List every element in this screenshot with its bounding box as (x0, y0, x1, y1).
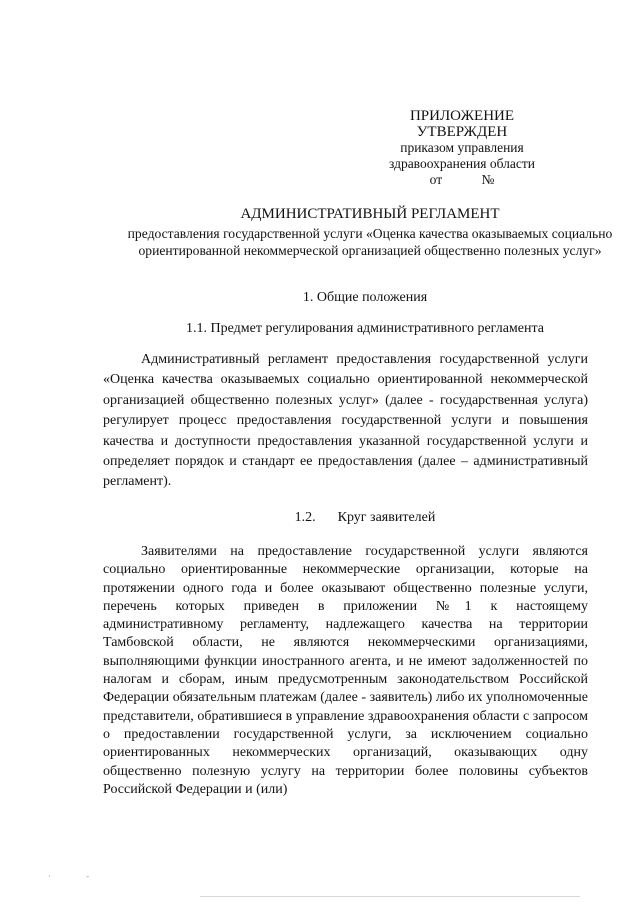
document-title: АДМИНИСТРАТИВНЫЙ РЕГЛАМЕНТ (240, 206, 500, 222)
scan-edge-line (200, 896, 580, 897)
section-heading-applicants (100, 510, 630, 526)
section-heading-subject: 1.1. Предмет регулирования административного регламента (186, 321, 544, 336)
approval-order-line: приказом управления (400, 140, 524, 155)
approval-date-line (376, 172, 548, 188)
approval-department-line: здравоохранения области (388, 156, 535, 171)
paragraph-regulation-subject: Административный регламент предоставления государственной услуги «Оценка качества оказываемых социально ориентированной некоммерческой организацией общественно полезных услуг» (далее - государственная услуга) регулирует процесс предоставления государственной услуги и повышения качества и доступности предоставления указанной государственной услуги и определяет порядок и стандарт ее предоставления (далее – административный регламент). (103, 352, 588, 490)
scan-artifact: - (86, 872, 90, 882)
approval-number-label: № (481, 172, 495, 187)
section-heading-general: 1. Общие положения (302, 290, 428, 305)
approval-date-label: от (429, 172, 443, 187)
section-number: 1.2. (294, 510, 316, 525)
approval-appendix: ПРИЛОЖЕНИЕ (409, 108, 515, 124)
approval-block (376, 108, 548, 188)
section-label: Круг заявителей (337, 510, 436, 525)
approval-approved: УТВЕРЖДЕН (416, 124, 508, 140)
scan-artifact: · (48, 872, 51, 882)
document-subtitle: предоставления государственной услуги «Оценка качества оказываемых социально ориентированной некоммерческой организацией общественно полезных услуг» (127, 226, 613, 258)
paragraph-applicants: Заявителями на предоставление государственной услуги являются социально ориентированные некоммерческие организации, которые на протяжении одного года и более оказывают общественно полезные услуги, перечень которых приведен в приложении №1 к настоящему административному регламенту, надлежащего качества на территории Тамбовской области, не являются некоммерческими организациями, выполняющими функции иностранного агента, и не имеют задолженностей по налогам и сборам, иным предусмотренным законодательством Российской Федерации обязательным платежам (далее - заявитель) либо их уполномоченные представители, обратившиеся в управление здравоохранения области с запросом о предоставлении государственной услуги, за исключением социально ориентированных некоммерческих организаций, оказывающих одну общественно полезную услугу на территории более половины субъектов Российской Федерации и (или) (103, 544, 588, 797)
